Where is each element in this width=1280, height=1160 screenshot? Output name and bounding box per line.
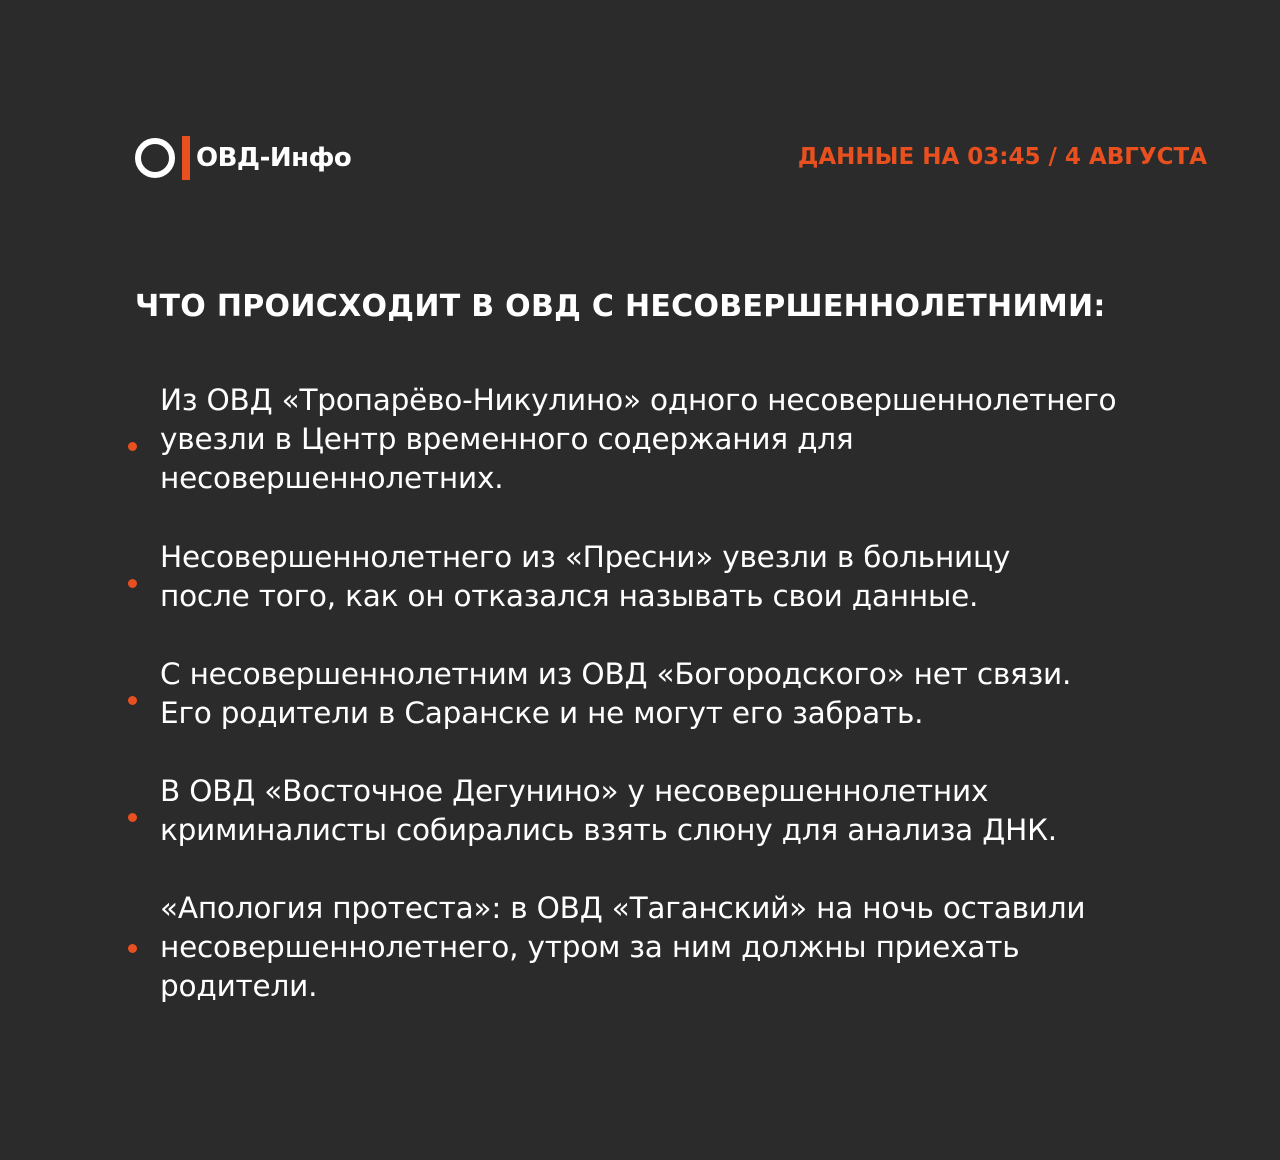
list-item-text: «Апология протеста»: в ОВД «Таганский» на ночь оставили несовершеннолетнего, утром за ним должны приехать родители.: [160, 891, 1086, 1003]
logo-text: ОВД-Инфо: [196, 143, 352, 173]
bullet-icon: [128, 944, 137, 953]
bullet-icon: [128, 579, 137, 588]
list-item-text: Из ОВД «Тропарёво-Никулино» одного несовершеннолетнего увезли в Центр временного содержания для несовершеннолетних.: [160, 383, 1117, 495]
list-item-text: Несовершеннолетнего из «Пресни» увезли в больницу после того, как он отказался называть свои данные.: [160, 540, 1011, 613]
list-item-text: В ОВД «Восточное Дегунино» у несовершеннолетних криминалисты собирались взять слюну для анализа ДНК.: [160, 774, 1057, 847]
list-item-text: С несовершеннолетним из ОВД «Богородского» нет связи. Его родители в Саранске и не могут его забрать.: [160, 657, 1072, 730]
bullet-icon: [128, 442, 137, 451]
bullet-icon: [128, 813, 137, 822]
bullet-icon: [128, 696, 137, 705]
page-title: ЧТО ПРОИСХОДИТ В ОВД С НЕСОВЕРШЕННОЛЕТНИМИ:: [135, 289, 1106, 324]
data-timestamp: ДАННЫЕ НА 03:45 / 4 АВГУСТА: [797, 144, 1207, 170]
